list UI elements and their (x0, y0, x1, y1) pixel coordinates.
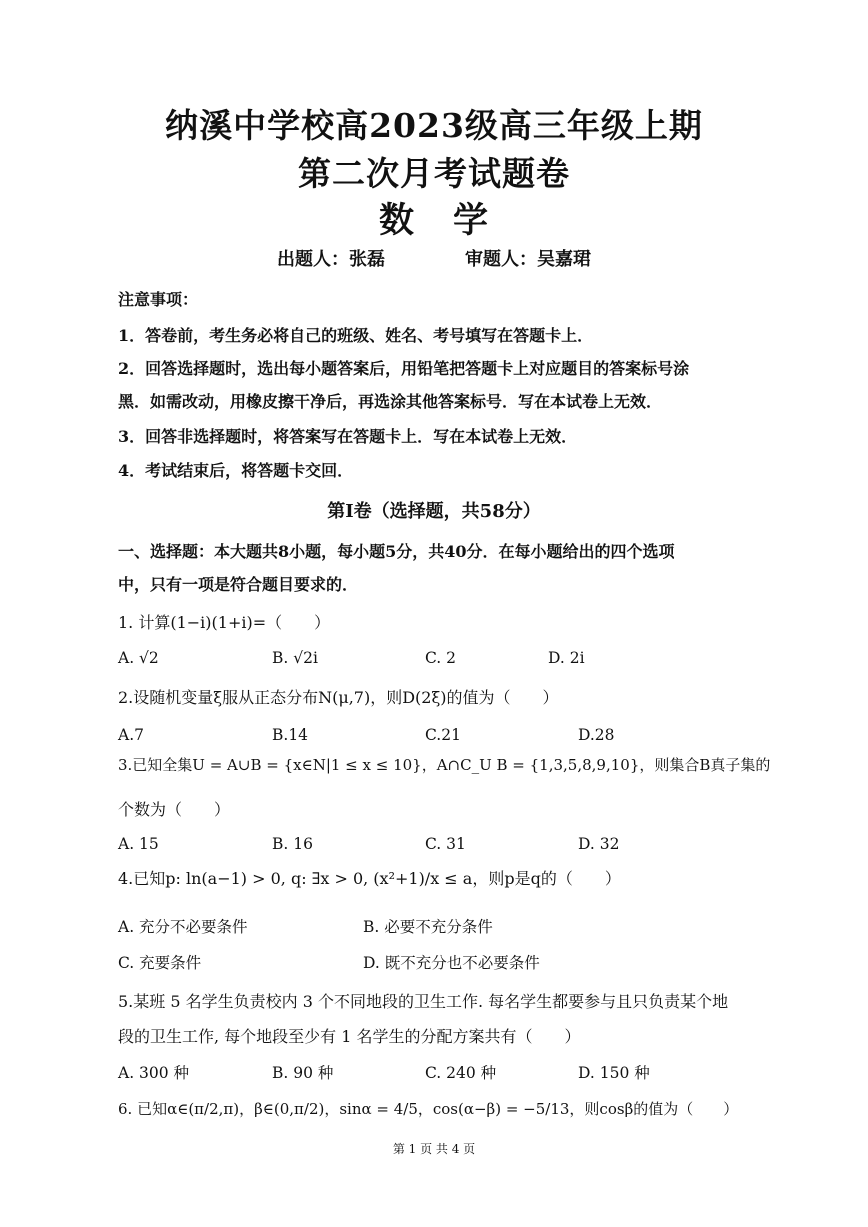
q4-option-a: A. 充分不必要条件 (118, 918, 248, 936)
subject-title (0, 193, 868, 243)
question-5-stem-line1: 5.某班 5 名学生负责校内 3 个不同地段的卫生工作. 每名学生都要参与且只负责某个地 (118, 992, 729, 1011)
subject-char-2: 学 (453, 200, 490, 241)
section-instruction-1: 一、选择题：本大题共8小题，每小题5分，共40分．在每小题给出的四个选项 (118, 542, 675, 561)
q1-option-c: C. 2 (425, 649, 457, 667)
q3-option-d: D. 32 (578, 835, 620, 853)
author: 出题人：张磊 (277, 249, 385, 270)
q2-option-a: A.7 (118, 726, 144, 744)
authors-line (0, 245, 868, 271)
q4-option-b: B. 必要不充分条件 (363, 918, 493, 936)
q5-option-b: B. 90 种 (272, 1064, 334, 1082)
question-4-stem: 4.已知p: ln(a−1) > 0, q: ∃x > 0, (x²+1)/x ≤ a，则p是q的（ ） (118, 869, 621, 888)
question-1-stem: 1. 计算(1−i)(1+i)=（ ） (118, 613, 331, 632)
question-2-stem: 2.设随机变量ξ服从正态分布N(μ,7)，则D(2ξ)的值为（ ） (118, 688, 559, 707)
notice-item-1: 1．答卷前，考生务必将自己的班级、姓名、考号填写在答题卡上． (118, 326, 594, 345)
exam-title-line1: 纳溪中学校高2023级高三年级上期 (165, 106, 703, 145)
notice-item-2: 2．回答选择题时，选出每小题答案后，用铅笔把答题卡上对应题目的答案标号涂 (118, 359, 690, 378)
q5-option-a: A. 300 种 (118, 1064, 190, 1082)
notice-heading: 注意事项： (118, 290, 199, 309)
question-5-stem-line2: 段的卫生工作, 每个地段至少有 1 名学生的分配方案共有（ ） (118, 1027, 581, 1046)
q3-option-b: B. 16 (272, 835, 313, 853)
subject-char-1: 数 (378, 200, 415, 241)
q3-option-a: A. 15 (118, 835, 159, 853)
q4-option-c: C. 充要条件 (118, 954, 202, 972)
q2-option-d: D.28 (578, 726, 615, 744)
question-3-stem-line2: 个数为（ ） (118, 800, 231, 819)
q1-option-a: A. √2 (118, 649, 159, 667)
q1-option-d: D. 2i (548, 649, 585, 667)
q1-option-b: B. √2i (272, 649, 318, 667)
q3-option-c: C. 31 (425, 835, 466, 853)
q2-option-c: C.21 (425, 726, 461, 744)
reviewer: 审题人：吴嘉珺 (465, 249, 591, 270)
q5-option-d: D. 150 种 (578, 1064, 650, 1082)
exam-title-line2: 第二次月考试题卷 (298, 154, 570, 193)
notice-item-4: 4．考试结束后，将答题卡交回． (118, 461, 354, 480)
notice-item-3: 3．回答非选择题时，将答案写在答题卡上．写在本试卷上无效． (118, 427, 578, 446)
section-instruction-2: 中，只有一项是符合题目要求的． (118, 575, 359, 594)
section-title: 第Ⅰ卷（选择题，共58分） (327, 501, 541, 522)
question-3-stem-line1: 3.已知全集U = A∪B = {x∈N|1 ≤ x ≤ 10}，A∩C_U B = {1,3,5,8,9,10}，则集合B真子集的 (118, 756, 771, 774)
page-footer: 第 1 页 共 4 页 (392, 1142, 476, 1156)
question-6-stem: 6. 已知α∈(π/2,π)，β∈(0,π/2)，sinα = 4/5，cos(α−β) = −5/13，则cosβ的值为（ ） (118, 1100, 739, 1118)
q5-option-c: C. 240 种 (425, 1064, 497, 1082)
q4-option-d: D. 既不充分也不必要条件 (363, 954, 540, 972)
notice-item-2-cont: 黑．如需改动，用橡皮擦干净后，再选涂其他答案标号．写在本试卷上无效． (118, 392, 663, 411)
q2-option-b: B.14 (272, 726, 309, 744)
